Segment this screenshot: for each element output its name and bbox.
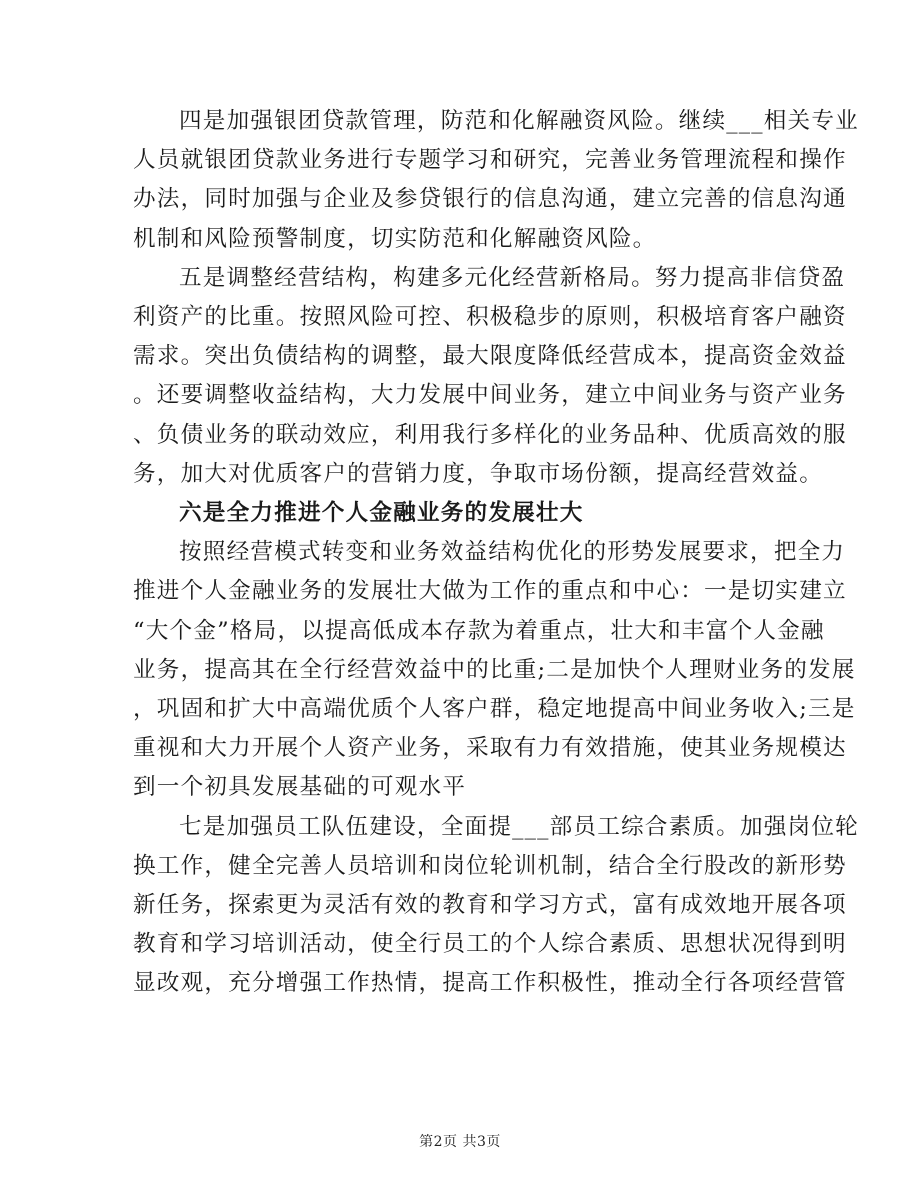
text-line: 四是加强银团贷款管理，防范和化解融资风险。继续___相关专业 — [179, 108, 859, 134]
text-line: 利资产的比重。按照风险可控、积极稳步的原则，积极培育客户融资 — [133, 304, 847, 331]
paragraph-4 — [133, 102, 859, 259]
text-line: 务，加大对优质客户的营销力度，争取市场份额，提高经营效益。 — [133, 460, 824, 487]
text-line: 五是调整经营结构，构建多元化经营新格局。努力提高非信贷盈 — [179, 264, 846, 291]
text-line: 显改观，充分增强工作热情，提高工作积极性，推动全行各项经营管 — [133, 970, 847, 997]
text-line: 重视和大力开展个人资产业务，采取有力有效措施，使其业务规模达 — [133, 735, 847, 762]
text-line: 换工作，健全完善人员培训和岗位轮训机制，结合全行股改的新形势 — [133, 852, 847, 879]
text-line: 办法，同时加强与企业及参贷银行的信息沟通，建立完善的信息沟通 — [133, 186, 847, 213]
text-line: ，巩固和扩大中高端优质个人客户群，稳定地提高中间业务收入;三是 — [133, 696, 856, 723]
paragraph-7 — [133, 808, 859, 1004]
document-body — [133, 102, 859, 1004]
text-line: 新任务，探索更为灵活有效的教育和学习方式，富有成效地开展各项 — [133, 892, 847, 919]
text-line: 需求。突出负债结构的调整，最大限度降低经营成本，提高资金效益 — [133, 343, 847, 370]
page-indicator: 第2页 共3页 — [419, 1134, 501, 1150]
text-line: 、负债业务的联动效应，利用我行多样化的业务品种、优质高效的服 — [133, 421, 847, 448]
text-line: “大个金”格局，以提高低成本存款为着重点，壮大和丰富个人金融 — [133, 617, 825, 644]
heading-text: 六是全力推进个人金融业务的发展壮大 — [179, 500, 584, 527]
text-line: 七是加强员工队伍建设，全面提___部员工综合素质。加强岗位轮 — [179, 813, 859, 840]
text-line: 到一个初具发展基础的可观水平 — [133, 774, 467, 801]
text-line: 机制和风险预警制度，切实防范和化解融资风险。 — [133, 225, 657, 252]
paragraph-6 — [133, 533, 856, 807]
text-line: 。还要调整收益结构，大力发展中间业务，建立中间业务与资产业务 — [133, 382, 847, 409]
page-footer — [0, 1131, 920, 1151]
text-line: 按照经营模式转变和业务效益结构优化的形势发展要求，把全力 — [179, 539, 846, 566]
section-heading-6 — [133, 494, 787, 533]
paragraph-5 — [133, 259, 847, 494]
text-line: 业务，提高其在全行经营效益中的比重;二是加快个人理财业务的发展 — [133, 656, 856, 683]
text-line: 推进个人金融业务的发展壮大做为工作的重点和中心：一是切实建立 — [133, 578, 847, 605]
text-line: 人员就银团贷款业务进行专题学习和研究，完善业务管理流程和操作 — [133, 147, 847, 174]
text-line: 教育和学习培训活动，使全行员工的个人综合素质、思想状况得到明 — [133, 931, 847, 958]
